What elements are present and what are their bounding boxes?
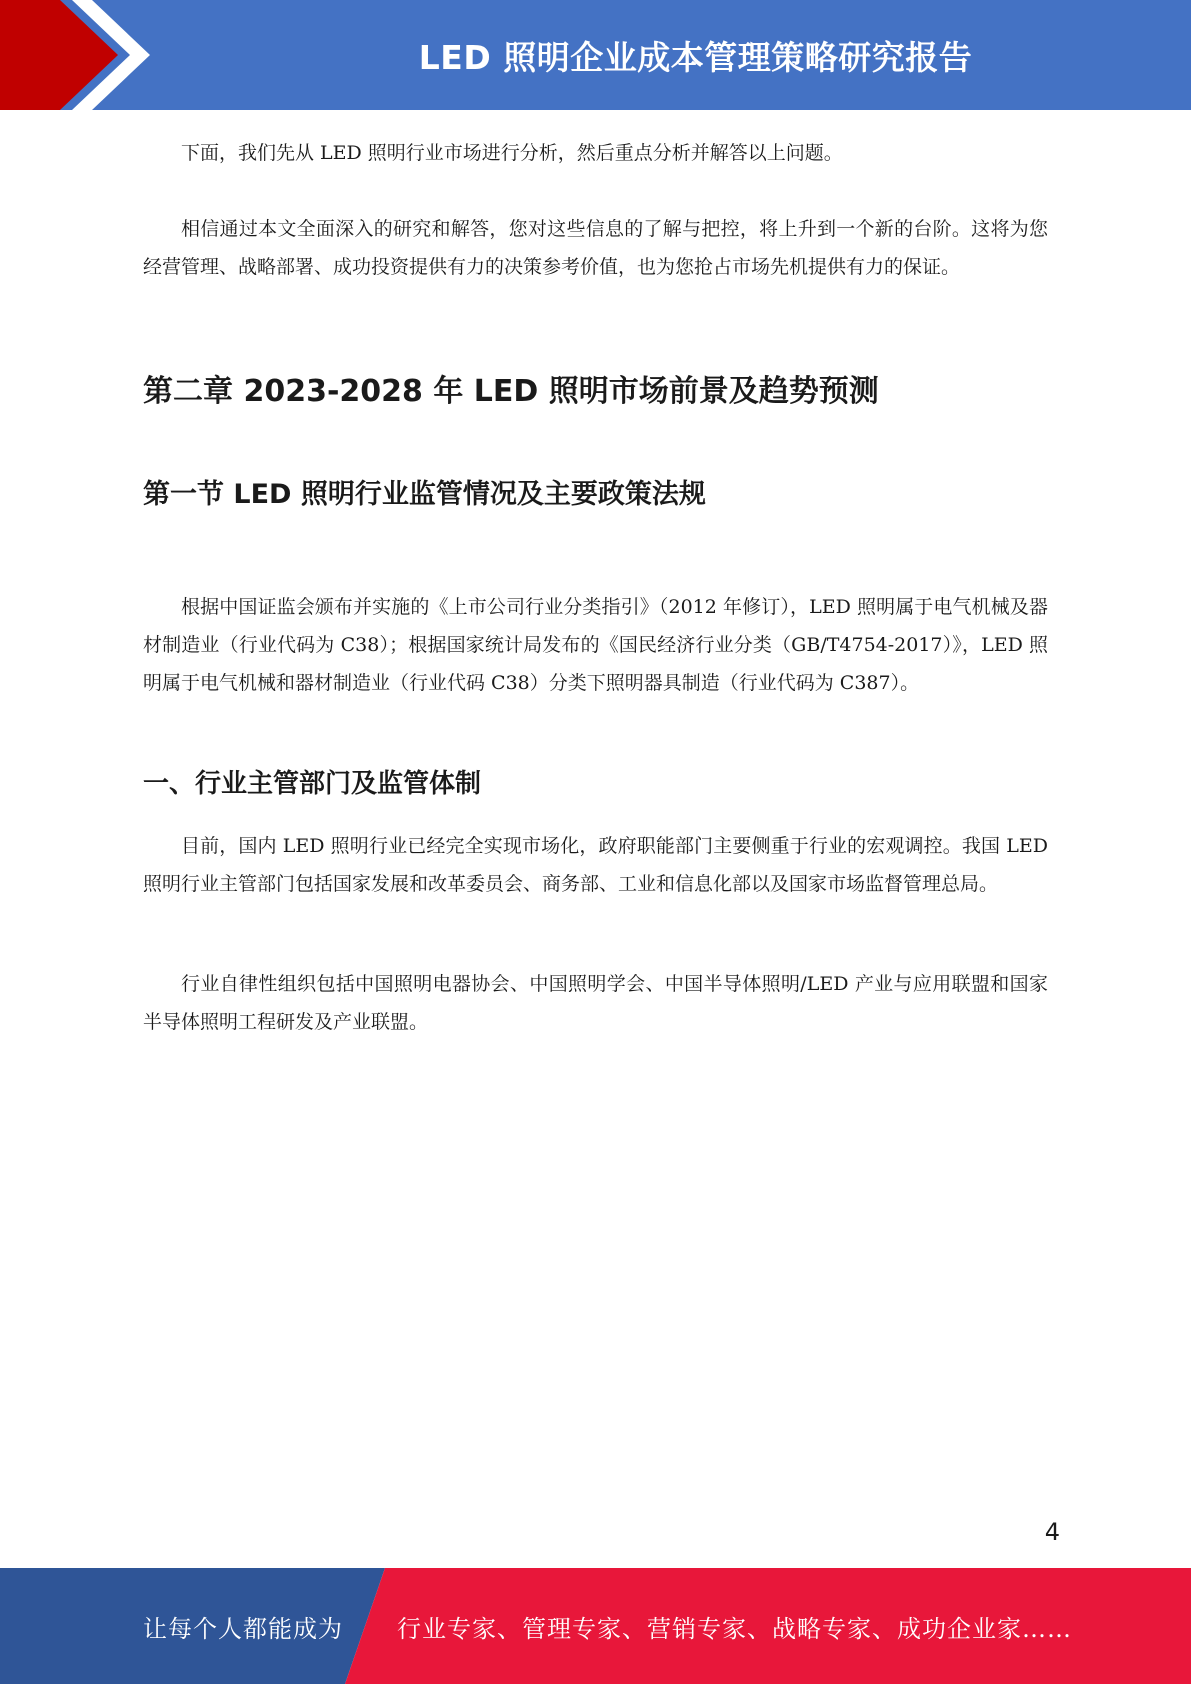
subsection-heading: 一、行业主管部门及监管体制	[143, 769, 482, 799]
chapter-heading: 第二章 2023-2028 年 LED 照明市场前景及趋势预测	[143, 374, 879, 409]
classification-paragraph: 根据中国证监会颁布并实施的《上市公司行业分类指引》（2012 年修订），LED 照明属于电气机械及器材制造业（行业代码为 C38）；根据国家统计局发布的《国民经济行业分类（GB/T4754-2017）》，LED 照明属于电气机械和器材制造业（行业代码 C38）分类下照明器具制造（行业代码为 C387）。	[143, 596, 1048, 694]
footer-slogan-right: 行业专家、管理专家、营销专家、战略专家、成功企业家……	[397, 1614, 1072, 1643]
regulator-paragraph: 目前，国内 LED 照明行业已经完全实现市场化，政府职能部门主要侧重于行业的宏观调控。我国 LED 照明行业主管部门包括国家发展和改革委员会、商务部、工业和信息化部以及国家市场监督管理总局。	[143, 835, 1048, 895]
section-heading: 第一节 LED 照明行业监管情况及主要政策法规	[143, 479, 706, 510]
summary-paragraph: 相信通过本文全面深入的研究和解答，您对这些信息的了解与把控，将上升到一个新的台阶。这将为您经营管理、战略部署、成功投资提供有力的决策参考价值，也为您抢占市场先机提供有力的保证。	[143, 218, 1048, 278]
self-regulation-paragraph: 行业自律性组织包括中国照明电器协会、中国照明学会、中国半导体照明/LED 产业与应用联盟和国家半导体照明工程研发及产业联盟。	[143, 973, 1048, 1033]
intro-paragraph: 下面，我们先从 LED 照明行业市场进行分析，然后重点分析并解答以上问题。	[181, 142, 843, 164]
header-banner	[0, 0, 1191, 110]
document-title: LED 照明企业成本管理策略研究报告	[418, 37, 973, 77]
header-arrow-decoration	[0, 0, 200, 110]
page-number: 4	[1044, 1518, 1060, 1546]
footer-slogan-left: 让每个人都能成为	[143, 1614, 343, 1643]
footer-banner	[0, 1568, 1191, 1684]
